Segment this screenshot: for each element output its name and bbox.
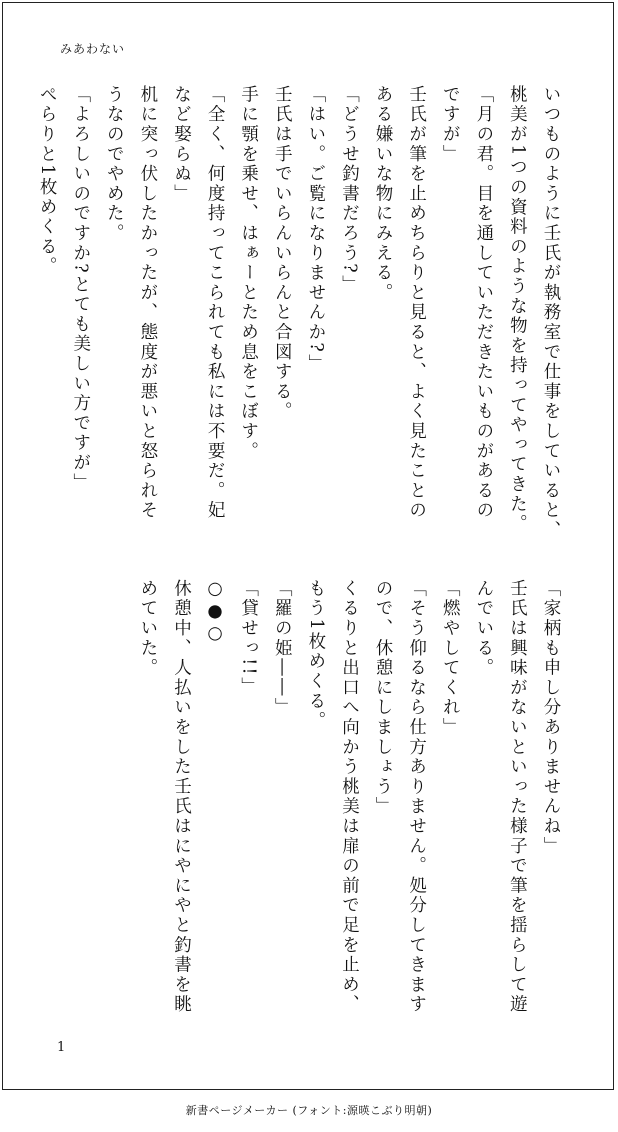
text-line: 壬氏は手でいらんいらんと合図する。 xyxy=(272,85,293,422)
text-line: 「よろしいのですか?とても美しい方ですが」 xyxy=(70,85,91,493)
page-title: みあわない xyxy=(60,42,126,56)
text-line: ぺらりと1枚めくる。 xyxy=(37,85,58,277)
text-line: 「はい。ご覧になりませんか?」 xyxy=(305,85,326,374)
text-line: ですが」 xyxy=(440,85,461,165)
text-line: めていた。 xyxy=(137,579,158,678)
text-line: んでいる。 xyxy=(473,579,494,678)
text-line: 「貸せっ!!」 xyxy=(238,579,259,697)
text-line: いつものように壬氏が執務室で仕事をしていると、 xyxy=(541,85,561,541)
text-line: 机に突っ伏したかったが、態度が悪いと怒られそ xyxy=(137,85,158,521)
page-frame xyxy=(2,2,614,1090)
text-line: 「燃やしてくれ」 xyxy=(440,579,461,738)
text-line: 「そう仰るなら仕方ありません。処分してきます xyxy=(406,579,427,1015)
text-line: うなのでやめた。 xyxy=(104,85,125,244)
text-line: ので、休憩にしましょう」 xyxy=(373,579,394,817)
text-line: 壬氏は興味がないといった様子で筆を揺らして遊 xyxy=(507,579,528,1015)
text-line: 壬氏が筆を止めちらりと見ると、よく見たことの xyxy=(406,85,427,521)
text-line: くるりと出口へ向かう桃美は扉の前で足を止め、 xyxy=(339,579,360,1015)
text-line: 手に顎を乗せ、はぁーとため息をこぼす。 xyxy=(238,85,259,462)
text-line: 「家柄も申し分ありませんね」 xyxy=(541,579,561,857)
text-line: 桃美が1つの資料のような物を持ってやってきた。 xyxy=(507,85,528,535)
text-line: 「月の君。目を通していただきたいものがあるの xyxy=(473,85,494,521)
text-line: など娶らぬ」 xyxy=(171,85,192,204)
footer-credit: 新書ページメーカー (フォント:源暎こぶり明朝) xyxy=(185,1104,433,1117)
text-line: 「全く、何度持ってこられても私には不要だ。妃 xyxy=(205,85,226,521)
text-line: もう1枚めくる。 xyxy=(305,579,326,732)
lower-text-block xyxy=(55,579,567,1024)
page-number: 1 xyxy=(57,1040,66,1055)
text-line: 「どうせ釣書だろう?」 xyxy=(339,85,360,295)
text-line: 休憩中、人払いをした壬氏はにやにやと釣書を眺 xyxy=(171,579,192,1015)
scene-break: ○●○ xyxy=(205,579,226,646)
upper-text-block xyxy=(37,85,567,541)
text-line: 「羅の姫――」 xyxy=(272,579,293,718)
text-line: ある嫌いな物にみえる。 xyxy=(373,85,394,303)
